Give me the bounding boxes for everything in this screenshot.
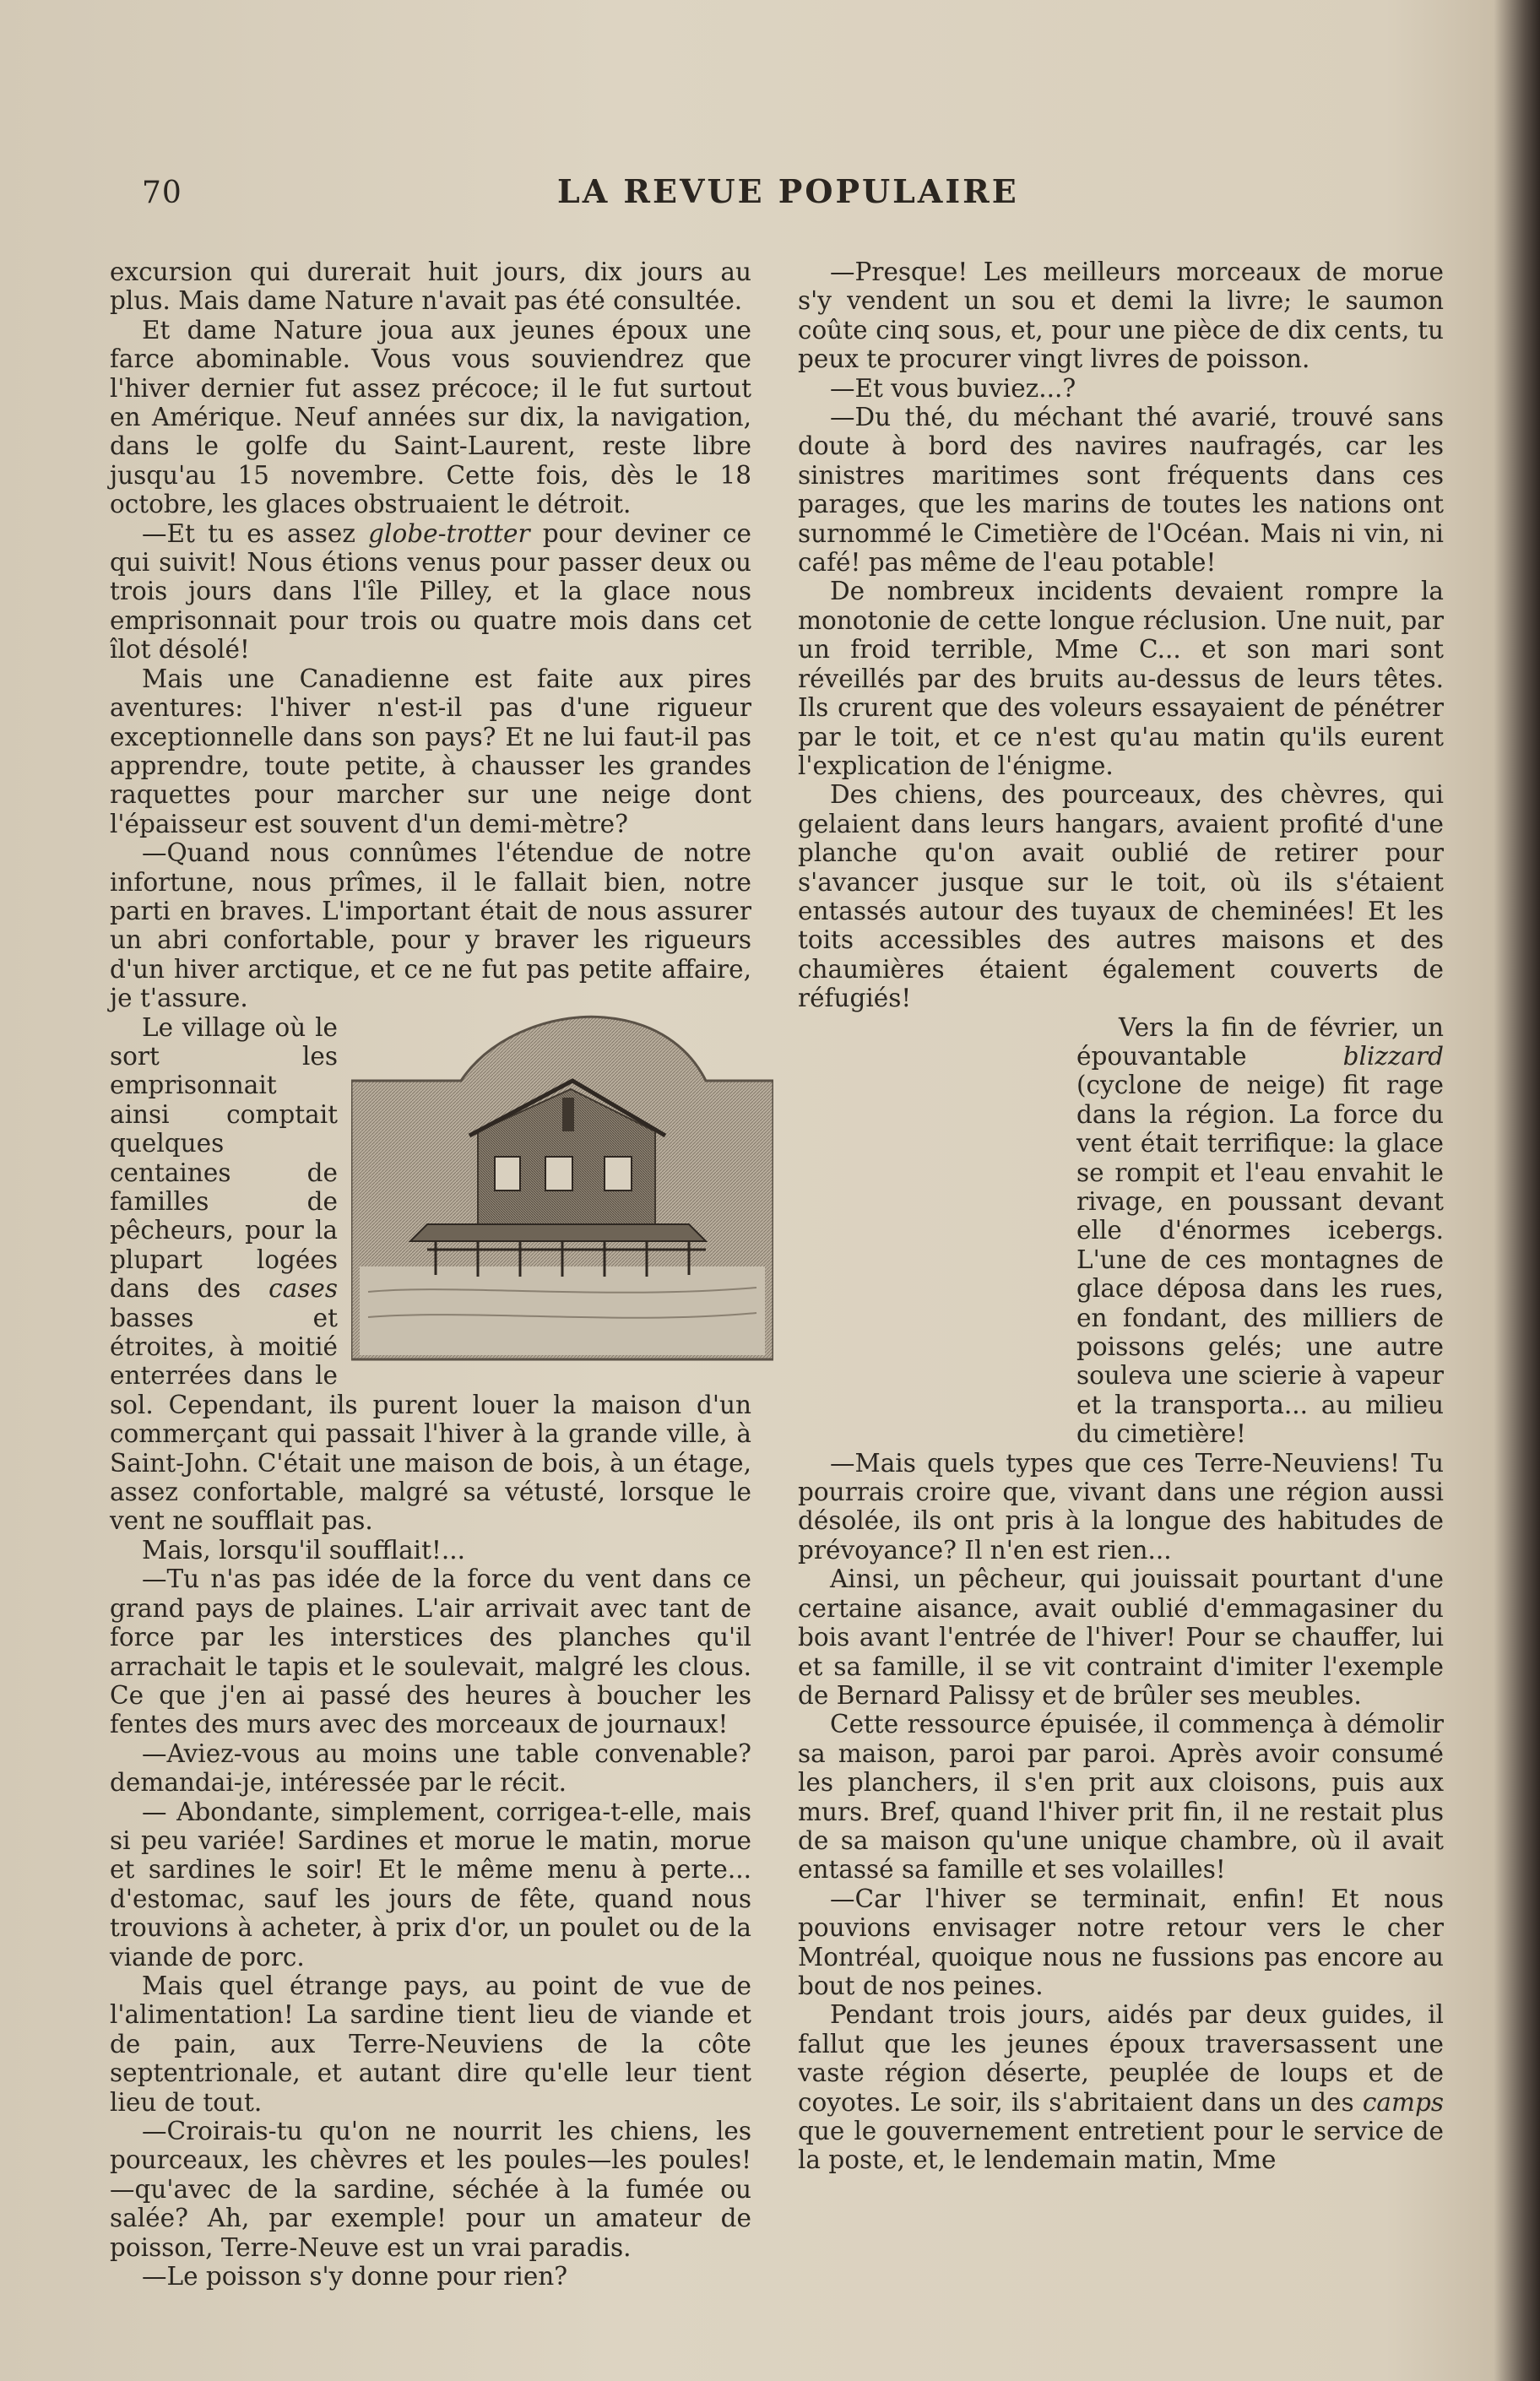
page-number: 70 — [142, 176, 182, 210]
text-run: Vers la fin de février, un épouvantable — [1076, 1012, 1444, 1071]
paragraph: Mais quel étrange pays, au point de vue de l'alimentation! La sardine tient lieu de viande et de pain, aux Terre-Neuviens de la côte septentrionale, et autant dire qu'elle leur tient lieu de tout. — [110, 1971, 751, 2117]
paragraph: —Presque! Les meilleurs morceaux de morue s'y vendent un sou et demi la livre; le saumon coûte cinq sous, et, pour une pièce de dix cents, tu peux te procurer vingt livres de poisson. — [798, 258, 1444, 374]
paragraph: Mais une Canadienne est faite aux pires aventures: l'hiver n'est-il pas d'une rigueur exceptionnelle dans son pays? Et ne lui faut-il pas apprendre, toute petite, à chausser les grandes raquettes pour marcher sur une neige dont l'épaisseur est souvent d'un demi-mètre? — [110, 664, 751, 838]
right-column — [798, 258, 1444, 2175]
paragraph: —Du thé, du méchant thé avarié, trouvé sans doute à bord des navires naufragés, car les sinistres maritimes sont fréquents dans ces parages, que les marins de toutes les nations ont surnommé le Cimetière de l'Océan. Mais ni vin, ni café! pas même de l'eau potable! — [798, 403, 1444, 578]
paragraph: —Car l'hiver se terminait, enfin! Et nous pouvions envisager notre retour vers le cher Montréal, quoique nous ne fussions pas encore au bout de nos peines. — [798, 1884, 1444, 2000]
paragraph — [798, 1013, 1444, 1449]
text-run: (cyclone de neige) fit rage dans la région. La force du vent était terrifique: la glace se rompit et l'eau envahit le rivage, en poussant devant elle d'énormes icebergs. L'une de ces montagnes de glace déposa dans les rues, en fondant, des milliers de poissons gelés; une autre souleva une scierie à vapeur et la transporta... au milieu du cimetière! — [1076, 1071, 1444, 1449]
paragraph: —Quand nous connûmes l'étendue de notre infortune, nous prîmes, il le fallait bien, notre parti en braves. L'important était de nous assurer un abri confortable, pour y braver les rigueurs d'un hiver arctique, et ce ne fut pas petite affaire, je t'assure. — [110, 838, 751, 1013]
page-header — [0, 169, 1540, 220]
paragraph: —Croirais-tu qu'on ne nourrit les chiens, les pourceaux, les chèvres et les poules—les poules!—qu'avec de la sardine, séchée à la fumée ou salée? Ah, par exemple! pour un amateur de poisson, Terre-Neuve est un vrai paradis. — [110, 2117, 751, 2262]
paragraph: —Mais quels types que ces Terre-Neuviens! Tu pourrais croire que, vivant dans une région aussi désolée, ils ont pris à la longue des habitudes de prévoyance? Il n'en est rien... — [798, 1448, 1444, 1565]
emphasis: blizzard — [1342, 1041, 1444, 1071]
paragraph: —Tu n'as pas idée de la force du vent dans ce grand pays de plaines. L'air arrivait avec tant de force par les interstices des planches qu'il arrachait le tapis et le soulevait, malgré les clous. Ce que j'en ai passé des heures à boucher les fentes des murs avec des morceaux de journaux! — [110, 1565, 751, 1739]
paragraph: Mais, lorsqu'il soufflait!... — [142, 1535, 465, 1565]
text-run: Le village où le sort les emprisonnait ainsi comptait quelques centaines de familles de pêcheurs, pour la plupart logées dans des — [110, 1012, 338, 1304]
paragraph: excursion qui durerait huit jours, dix jours au plus. Mais dame Nature n'avait pas été consultée. — [110, 258, 751, 316]
paragraph: — Abondante, simplement, corrigea-t-elle, mais si peu variée! Sardines et morue le matin, morue et sardines le soir! Et le même menu à perte... d'estomac, sauf les jours de fête, quand nous trouvions à acheter, à prix d'or, un poulet ou de la viande de porc. — [110, 1797, 751, 1972]
paragraph: De nombreux incidents devaient rompre la monotonie de cette longue réclusion. Une nuit, par un froid terrible, Mme C... et son mari sont réveillés par des bruits au-dessus de leurs têtes. Ils crurent que des voleurs essayaient de pénétrer par le toit, et ce n'est qu'au matin qu'ils eurent l'explication de l'énigme. — [798, 577, 1444, 780]
house-engraving-icon — [351, 1013, 773, 1368]
text-run: que le gouvernement entretient pour le service de la poste, et, le lendemain matin, Mme — [798, 2117, 1444, 2175]
house-engraving-figure — [351, 1013, 773, 1376]
paragraph — [110, 519, 751, 664]
left-column — [110, 258, 751, 2291]
text-run: basses et étroites, à moitié enterrées dans le sol. Cependant, ils purent louer la maison d'un commerçant qui passait l'hiver à la grande ville, à Saint-John. C'était une maison de bois, à un étage, assez confortable, malgré sa vétusté, lorsque le vent ne soufflait pas. — [110, 1303, 751, 1536]
text-run: —Et tu es assez — [142, 518, 369, 548]
paragraph: —Et vous buviez...? — [830, 373, 1076, 403]
paragraph: —Le poisson s'y donne pour rien? — [142, 2262, 568, 2292]
emphasis: cases — [268, 1274, 338, 1304]
paragraph — [798, 2000, 1444, 2174]
paragraph: —Aviez-vous au moins une table convenable? demandai-je, intéressée par le récit. — [110, 1738, 751, 1798]
paragraph: Cette ressource épuisée, il commença à démolir sa maison, paroi par paroi. Après avoir consumé les planchers, il s'en prit aux cloisons, puis aux murs. Bref, quand l'hiver prit fin, il ne restait plus de sa maison qu'une unique chambre, où il avait entassé sa famille et ses volailles! — [798, 1710, 1444, 1885]
paragraph: Et dame Nature joua aux jeunes époux une farce abominable. Vous vous souviendrez que l'hiver dernier fut assez précoce; il le fut surtout en Amérique. Neuf années sur dix, la navigation, dans le golfe du Saint-Laurent, reste libre jusqu'au 15 novembre. Cette fois, dès le 18 octobre, les glaces obstruaient le détroit. — [110, 315, 751, 519]
emphasis: globe-trotter — [368, 518, 530, 548]
text-run: pour deviner ce qui suivit! Nous étions venus pour passer deux ou trois jours dans l'île Pilley, et la glace nous emprisonnait pour trois ou quatre mois dans cet îlot désolé! — [110, 518, 752, 664]
paragraph: Ainsi, un pêcheur, qui jouissait pourtant d'une certaine aisance, avait oublié d'emmagasiner du bois avant l'entrée de l'hiver! Pour se chauffer, lui et sa famille, il se vit contraint d'imiter l'exemple de Bernard Palissy et de brûler ses meubles. — [798, 1565, 1444, 1710]
text-run: Pendant trois jours, aidés par deux guides, il fallut que les jeunes époux traversassent une vaste région déserte, peuplée de loups et de coyotes. Le soir, ils s'abritaient dans un des — [798, 2000, 1444, 2117]
emphasis: camps — [1362, 2087, 1444, 2117]
paragraph: Des chiens, des pourceaux, des chèvres, qui gelaient dans leurs hangars, avaient profité d'une planche qu'on avait oublié de retirer pour s'avancer jusque sur le toit, où ils s'étaient entassés autour des tuyaux de cheminées! Et les toits accessibles des autres maisons et des chaumières étaient également couverts de réfugiés! — [798, 780, 1444, 1013]
journal-title: LA REVUE POPULAIRE — [557, 172, 1019, 210]
